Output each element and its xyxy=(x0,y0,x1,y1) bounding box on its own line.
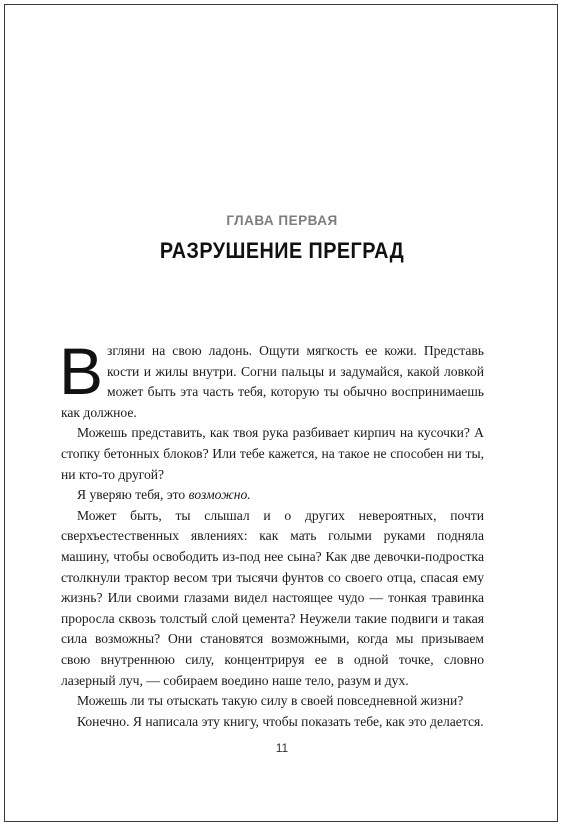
drop-cap: В xyxy=(59,334,104,408)
chapter-title: РАЗРУШЕНИЕ ПРЕГРАД xyxy=(159,238,405,263)
paragraph-3-emphasis: возможно. xyxy=(188,487,251,503)
page-number: 11 xyxy=(275,741,289,755)
paragraph-5: Можешь ли ты отыскать такую силу в своей повседневной жизни? xyxy=(77,693,464,709)
paragraph-3-text: Я уверяю тебя, это xyxy=(77,487,189,503)
body-text xyxy=(59,334,484,732)
paragraph-1 xyxy=(59,334,484,423)
paragraph-1-text: згляни на свою ладонь. Ощути мягкость ее кожи. Представь кости и жилы внутри. Согни пальцы и задумайся, какой ловкой может быть эта часть тебя, которую ты обычно воспринимаешь как должное. xyxy=(61,343,484,420)
paragraph-6: Конечно. Я написала эту книгу, чтобы показать тебе, как это делается. xyxy=(77,713,484,729)
paragraph-4: Может быть, ты слышал и о других невероятных, почти сверхъестественных явлениях: как мать голыми руками подняла машину, чтобы освободить из-под нее сына? Как две девочки-подростка столкнули трактор весом три тысячи фунтов со своего отца, спасая ему жизнь? Или своими глазами видел настоящее чудо — тонкая травинка проросла сквозь толстый слой цемента? Неужели такие подвиги и такая сила возможны? Они становятся возможными, когда мы призываем свою внутреннюю силу, концентрируя ее в одной точке, словно лазерный луч, — собираем воедино наше тело, разум и дух. xyxy=(61,507,484,688)
paragraph-2: Можешь представить, как твоя рука разбивает кирпич на кусочки? А стопку бетонных блоков? Или тебе кажется, на такое не способен ни ты, ни кто-то другой? xyxy=(61,425,484,482)
chapter-label: ГЛАВА ПЕРВАЯ xyxy=(226,213,338,228)
paragraph-3 xyxy=(61,485,484,506)
